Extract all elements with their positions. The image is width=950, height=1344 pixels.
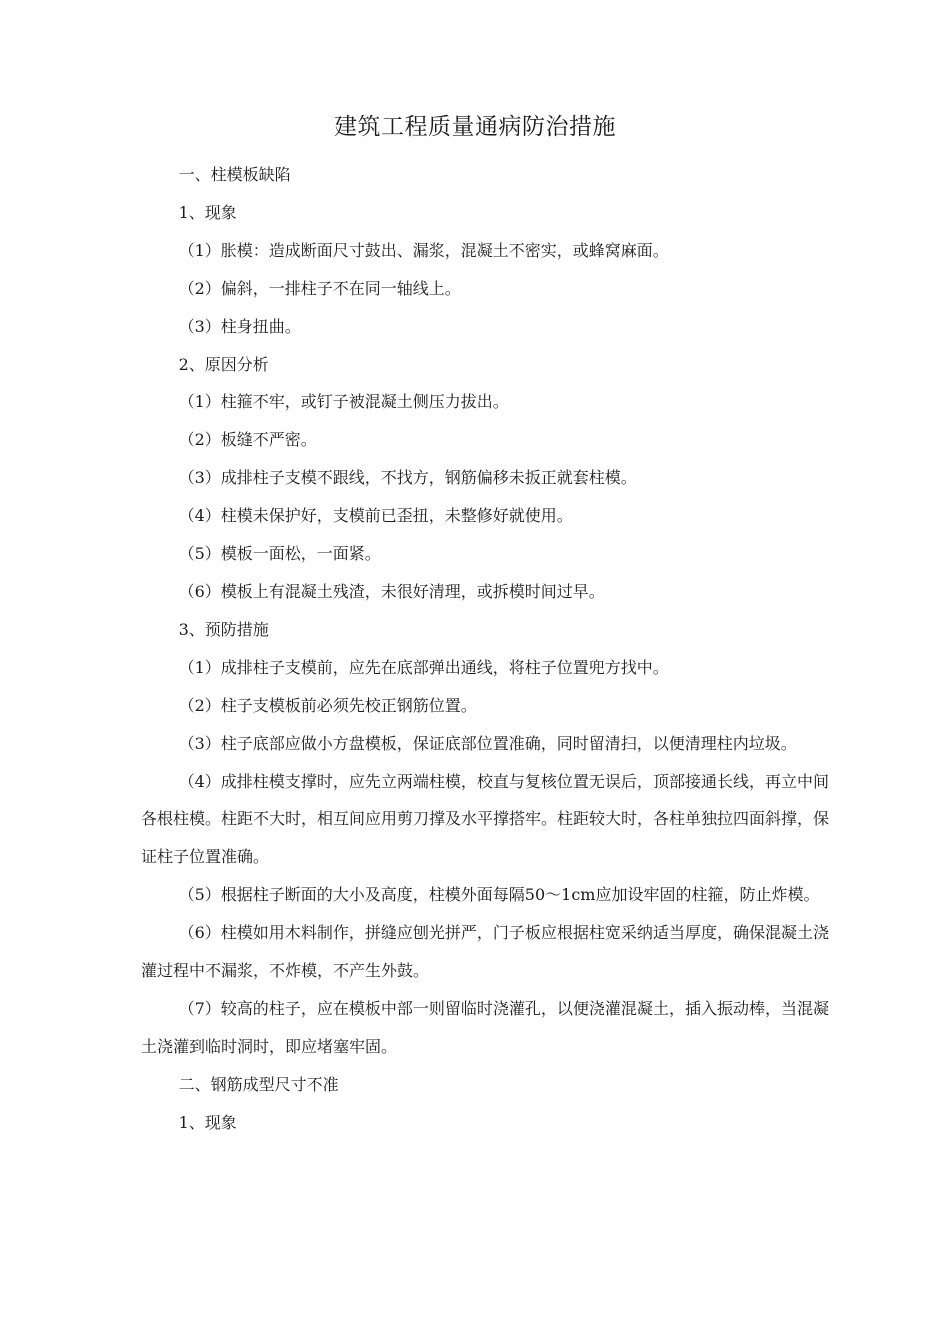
subheading-preventive-measures: 3、预防措施 bbox=[178, 619, 269, 639]
subheading-phenomenon: 1、现象 bbox=[178, 1112, 237, 1132]
paragraph: （3）柱身扭曲。 bbox=[178, 316, 301, 336]
paragraph: （7）较高的柱子，应在模板中部一则留临时浇灌孔，以便浇灌混凝土，插入振动棒，当混凝土浇灌到临时洞时，即应堵塞牢固。 bbox=[141, 998, 829, 1056]
paragraph: （1）柱箍不牢，或钉子被混凝土侧压力拔出。 bbox=[178, 392, 509, 412]
subheading-cause-analysis: 2、原因分析 bbox=[178, 354, 269, 374]
section-heading-rebar-dimensions: 二、钢筋成型尺寸不准 bbox=[178, 1074, 339, 1094]
paragraph: （1）胀模：造成断面尺寸鼓出、漏浆，混凝土不密实，或蜂窝麻面。 bbox=[178, 240, 669, 260]
paragraph: （3）柱子底部应做小方盘模板，保证底部位置准确，同时留清扫，以便清理柱内垃圾。 bbox=[178, 733, 797, 753]
paragraph: （4）成排柱模支撑时，应先立两端柱模，校直与复核位置无误后，顶部接通长线，再立中间各根柱模。柱距不大时，相互间应用剪刀撑及水平撑搭牢。柱距较大时，各柱单独拉四面斜撑，保证柱子位置准确。 bbox=[141, 771, 830, 867]
paragraph: （5）模板一面松，一面紧。 bbox=[178, 544, 381, 564]
paragraph: （3）成排柱子支模不跟线，不找方，钢筋偏移未扳正就套柱模。 bbox=[178, 468, 637, 488]
paragraph: （1）成排柱子支模前，应先在底部弹出通线，将柱子位置兜方找中。 bbox=[178, 657, 669, 677]
document-body bbox=[141, 156, 829, 1142]
paragraph: （2）偏斜，一排柱子不在同一轴线上。 bbox=[178, 278, 461, 298]
document-title: 建筑工程质量通病防治措施 bbox=[334, 114, 616, 140]
paragraph: （6）模板上有混凝土残渣，未很好清理，或拆模时间过早。 bbox=[178, 581, 605, 601]
subheading-phenomenon: 1、现象 bbox=[178, 202, 237, 222]
paragraph: （5）根据柱子断面的大小及高度，柱模外面每隔50〜1cm应加设牢固的柱箍，防止炸模。 bbox=[178, 885, 820, 905]
paragraph: （4）柱模未保护好，支模前已歪扭，未整修好就使用。 bbox=[178, 506, 573, 526]
section-heading-column-formwork-defects: 一、柱模板缺陷 bbox=[178, 165, 291, 184]
paragraph: （2）板缝不严密。 bbox=[178, 430, 317, 450]
paragraph: （2）柱子支模板前必须先校正钢筋位置。 bbox=[178, 695, 477, 715]
paragraph: （6）柱模如用木料制作，拼缝应刨光拼严，门子板应根据柱宽采纳适当厚度，确保混凝土浇灌过程中不漏浆，不炸模，不产生外鼓。 bbox=[141, 923, 829, 981]
